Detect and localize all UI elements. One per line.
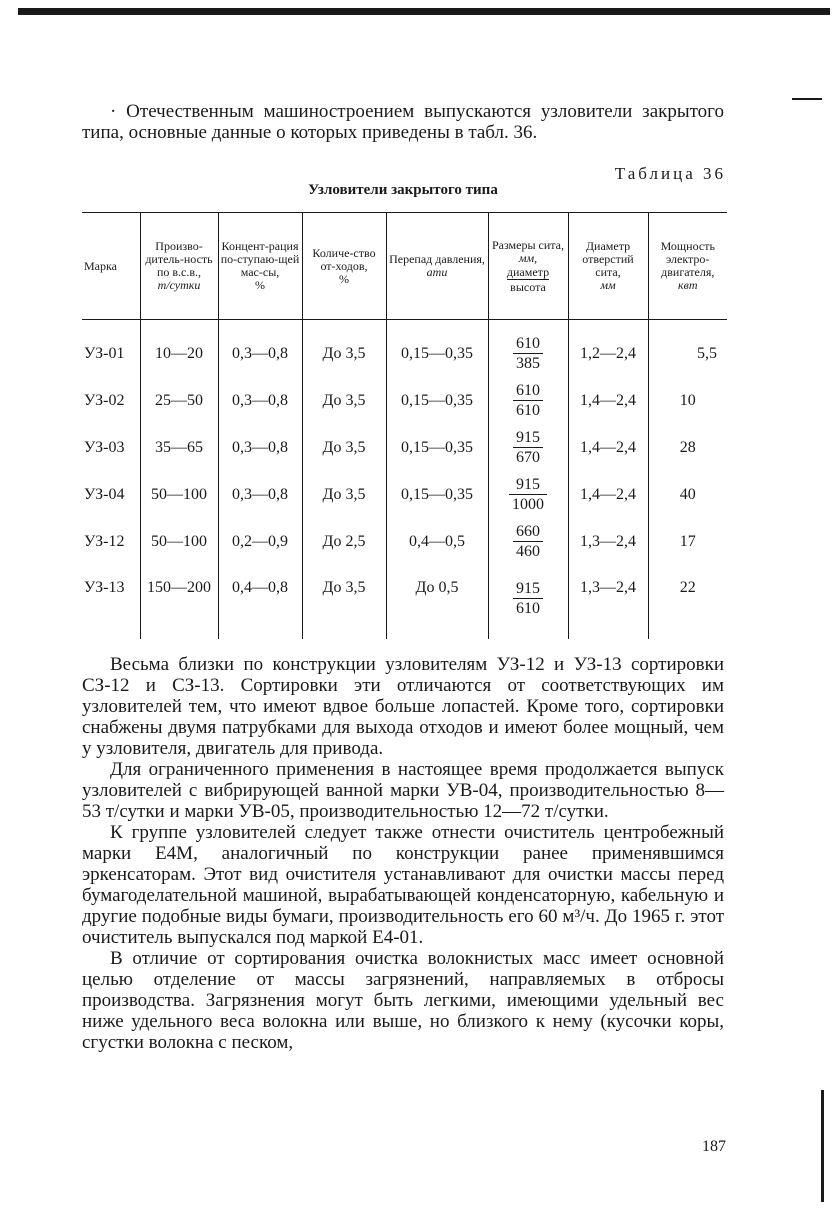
knotter-specs-table	[82, 212, 727, 639]
header-holes: Диаметр отверстий сита, мм	[568, 213, 648, 320]
cell-waste: До 2,5	[302, 518, 386, 565]
cell-holes: 1,4—2,4	[568, 471, 648, 518]
scan-top-edge	[18, 8, 830, 15]
cell-capacity: 10—20	[140, 320, 218, 378]
cell-marka: УЗ-03	[84, 438, 125, 456]
cell-waste: До 3,5	[302, 377, 386, 424]
table-title: Узловители закрытого типа	[308, 182, 498, 198]
paragraph: К группе узловителей следует также отнести очиститель центробежный марки Е4М, аналогичный по конструкции ранее применявшимся эркенсаторам. Этот вид очистителя устанавливают для очистки массы перед бумагоделательной машиной, вырабатывающей конденсаторную, кабельную и другие подобные виды бумаги, производительность его 60 м³/ч. До 1965 г. этот очиститель выпускался под маркой Е4-01.	[82, 822, 724, 948]
table-row	[82, 320, 727, 378]
cell-sieve: $\frac{610}{385}$	[488, 320, 568, 378]
header-power: Мощность электро-двигателя, квт	[648, 213, 727, 320]
header-concentration: Концент-рация по-ступаю-щей мас-сы, %	[218, 213, 302, 320]
table-row	[82, 471, 727, 518]
cell-holes: 1,3—2,4	[568, 565, 648, 639]
cell-waste: До 3,5	[302, 320, 386, 378]
cell-pressure: 0,15—0,35	[386, 424, 488, 471]
cell-concentration: 0,3—0,8	[218, 377, 302, 424]
cell-waste: До 3,5	[302, 565, 386, 639]
table-number-label: Таблица 36	[614, 164, 726, 183]
paragraph: Весьма близки по конструкции узловителям УЗ-12 и УЗ-13 сортировки СЗ-12 и СЗ-13. Сортировки эти отличаются от соответствующих им узловителей тем, что имеют вдвое больше лопастей. Кроме того, сортировки снабжены двумя патрубками для выхода отходов и имеют более мощный, чем у узловителя, двигатель для привода.	[82, 654, 724, 759]
cell-marka: УЗ-02	[84, 391, 125, 409]
cell-power: 10	[648, 377, 727, 424]
cell-capacity: 50—100	[140, 471, 218, 518]
cell-concentration: 0,2—0,9	[218, 518, 302, 565]
cell-marka: УЗ-12	[84, 532, 125, 550]
cell-pressure: 0,15—0,35	[386, 377, 488, 424]
cell-power: 40	[648, 471, 727, 518]
table-row	[82, 565, 727, 639]
scan-edge-mark	[821, 1090, 824, 1202]
cell-capacity: 25—50	[140, 377, 218, 424]
cell-holes: 1,2—2,4	[568, 320, 648, 378]
header-sieve: Размеры сита, мм, $\frac{\text{диаметр}}{\text{высота}}$	[488, 213, 568, 320]
cell-marka: УЗ-01	[84, 344, 125, 362]
cell-capacity: 150—200	[140, 565, 218, 639]
header-pressure: Перепад давления, ати	[386, 213, 488, 320]
cell-marka: УЗ-13	[84, 579, 125, 596]
cell-marka: УЗ-04	[84, 485, 125, 503]
cell-power: 28	[648, 424, 727, 471]
cell-sieve: $\frac{660}{460}$	[488, 518, 568, 565]
cell-power: 22	[648, 565, 727, 639]
cell-sieve: $\frac{915}{610}$	[488, 565, 568, 639]
header-marka: Марка	[82, 213, 140, 320]
header-capacity: Произво-дитель-ность по в.с.в., т/сутки	[140, 213, 218, 320]
paragraph: В отличие от сортирования очистка волокнистых масс имеет основной целью отделение от массы загрязнений, направляемых в отбросы производства. Загрязнения могут быть легкими, имеющими удельный вес ниже удельного веса волокна или выше, но близкого к нему (кусочки коры, сгустки волокна с песком,	[82, 948, 724, 1053]
cell-pressure: 0,4—0,5	[386, 518, 488, 565]
scan-edge-mark	[792, 98, 822, 100]
table-row	[82, 424, 727, 471]
cell-concentration: 0,4—0,8	[218, 565, 302, 639]
cell-power: 5,5	[648, 320, 727, 378]
table-header-row	[82, 213, 727, 320]
cell-holes: 1,3—2,4	[568, 518, 648, 565]
cell-sieve: $\frac{915}{670}$	[488, 424, 568, 471]
paragraph: Для ограниченного применения в настоящее время продолжается выпуск узловителей с вибрирующей ванной марки УВ-04, производительностью 8—53 т/сутки и марки УВ-05, производительностью 12—72 т/сутки.	[82, 759, 724, 822]
table-row	[82, 377, 727, 424]
cell-waste: До 3,5	[302, 471, 386, 518]
page-number: 187	[702, 1138, 726, 1155]
header-waste: Количе-ство от-ходов, %	[302, 213, 386, 320]
cell-concentration: 0,3—0,8	[218, 424, 302, 471]
cell-concentration: 0,3—0,8	[218, 320, 302, 378]
cell-pressure: 0,15—0,35	[386, 471, 488, 518]
cell-pressure: До 0,5	[386, 565, 488, 639]
cell-power: 17	[648, 518, 727, 565]
cell-holes: 1,4—2,4	[568, 377, 648, 424]
cell-capacity: 50—100	[140, 518, 218, 565]
table-row	[82, 518, 727, 565]
body-text	[82, 654, 724, 1053]
cell-sieve: $\frac{915}{1000}$	[488, 471, 568, 518]
cell-holes: 1,4—2,4	[568, 424, 648, 471]
cell-pressure: 0,15—0,35	[386, 320, 488, 378]
cell-sieve: $\frac{610}{610}$	[488, 377, 568, 424]
cell-concentration: 0,3—0,8	[218, 471, 302, 518]
intro-paragraph: · Отечественным машиностроением выпускаются узловители закрытого типа, основные данные о которых приведены в табл. 36.	[82, 101, 724, 143]
cell-capacity: 35—65	[140, 424, 218, 471]
cell-waste: До 3,5	[302, 424, 386, 471]
